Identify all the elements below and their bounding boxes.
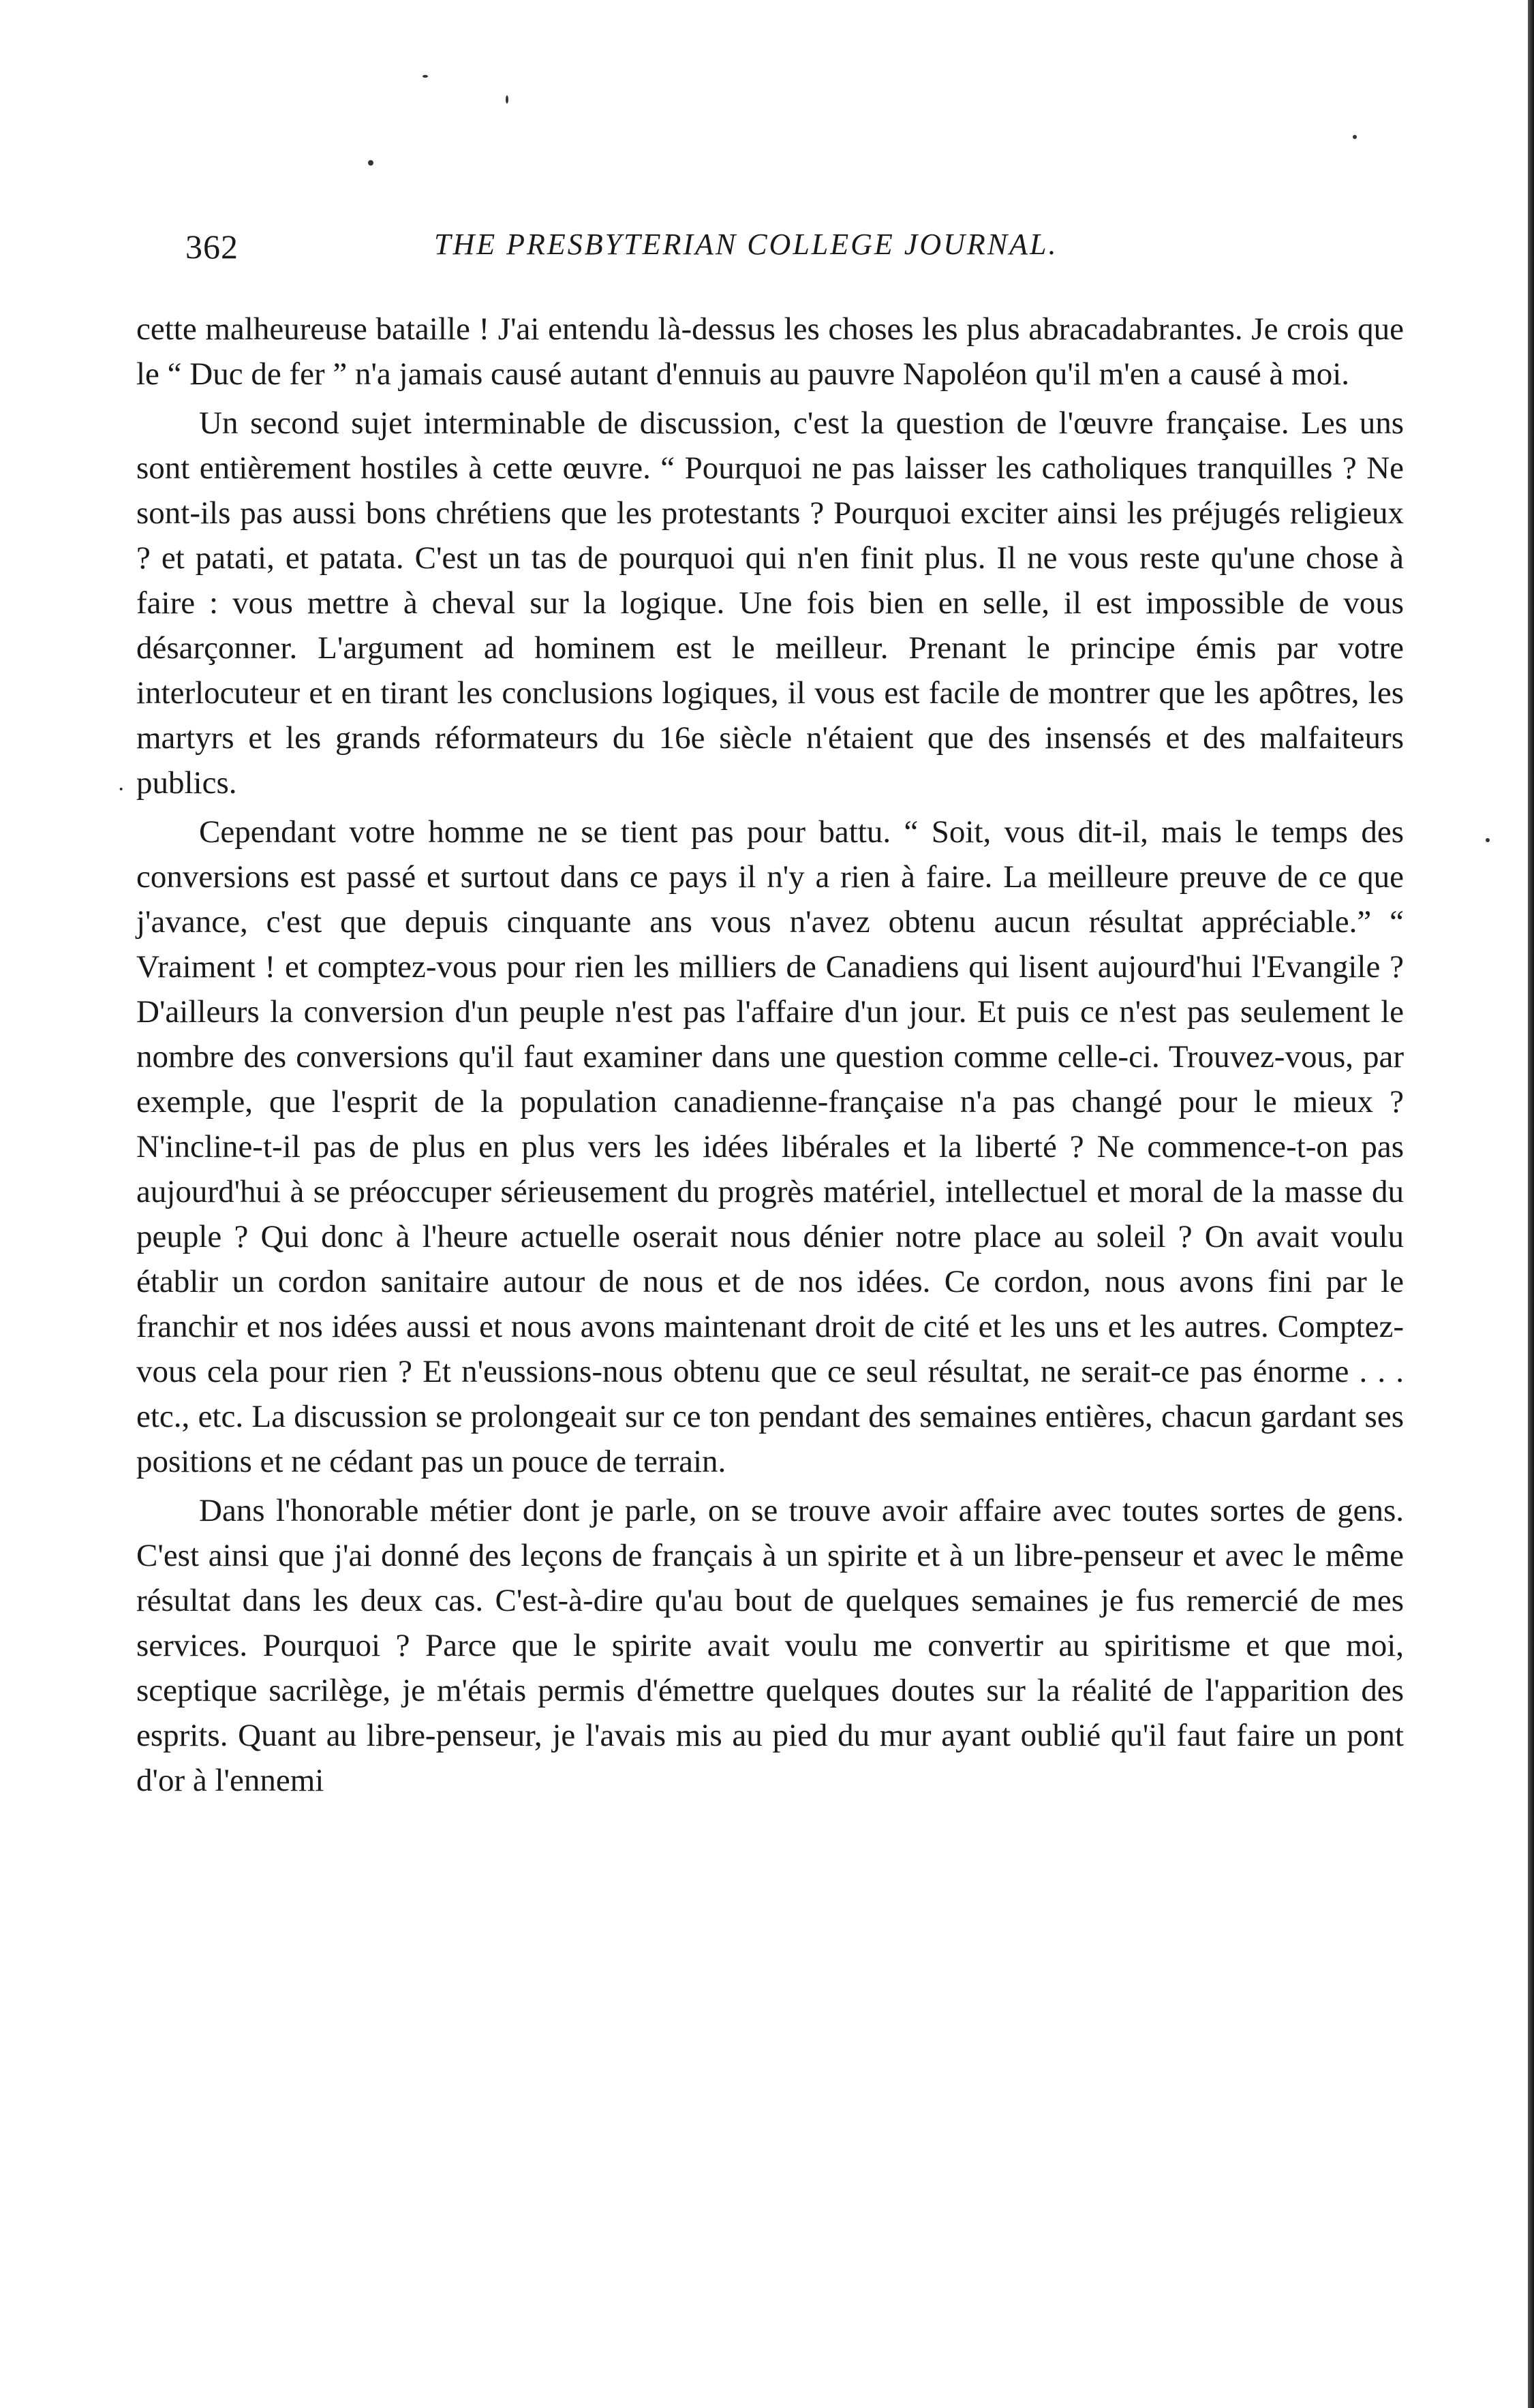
scan-speck xyxy=(1486,838,1490,842)
body-text xyxy=(136,307,1404,1807)
scan-speck xyxy=(506,95,508,104)
scan-speck xyxy=(1353,135,1357,139)
margin-mark: · xyxy=(117,777,125,802)
paragraph: Un second sujet interminable de discussion, c'est la question de l'œuvre française. Les uns sont entièrement hostiles à cette œuvre. “ Pourquoi ne pas laisser les catholiques tranquilles ? Ne sont-ils pas aussi bons chrétiens que les protestants ? Pourquoi exciter ainsi les préjugés religieux ? et patati, et patata. C'est un tas de pourquoi qui n'en finit plus. Il ne vous reste qu'une chose à faire : vous mettre à cheval sur la logique. Une fois bien en selle, il est impossible de vous désarçonner. L'argument ad hominem est le meilleur. Prenant le principe émis par votre interlocuteur et en tirant les conclusions logiques, il vous est facile de montrer que les apôtres, les martyrs et les grands réformateurs du 16e siècle n'étaient que des insensés et des malfaiteurs publics. xyxy=(136,405,1404,801)
paragraph: Dans l'honorable métier dont je parle, on se trouve avoir affaire avec toutes sortes de gens. C'est ainsi que j'ai donné des leçons de français à un spirite et à un libre-penseur et avec le même résultat dans les deux cas. C'est-à-dire qu'au bout de quelques semaines je fus remercié de mes services. Pourquoi ? Parce que le spirite avait voulu me convertir au spiritisme et que moi, sceptique sacrilège, je m'étais permis d'émettre quelques doutes sur la réalité de l'apparition des esprits. Quant au libre-penseur, je l'avais mis au pied du mur ayant oublié qu'il faut faire un pont d'or à l'ennemi xyxy=(136,1493,1404,1798)
paragraph: cette malheureuse bataille ! J'ai entendu là-dessus les choses les plus abracadabrantes. Je crois que le “ Duc de fer ” n'a jamais causé autant d'ennuis au pauvre Napoléon qu'il m'en a causé à moi. xyxy=(136,311,1404,392)
page-edge-shadow xyxy=(1528,0,1534,2408)
paragraph: Cependant votre homme ne se tient pas pour battu. “ Soit, vous dit-il, mais le temps des conversions est passé et surtout dans ce pays il n'y a rien à faire. La meilleure preuve de ce que j'avance, c'est que depuis cinquante ans vous n'avez obtenu aucun résultat appréciable.” “ Vraiment ! et comptez-vous pour rien les milliers de Canadiens qui lisent aujourd'hui l'Evangile ? D'ailleurs la conversion d'un peuple n'est pas l'affaire d'un jour. Et puis ce n'est pas seulement le nombre des conversions qu'il faut examiner dans une question comme celle-ci. Trouvez-vous, par exemple, que l'esprit de la population canadienne-française n'a pas changé pour le mieux ? N'incline-t-il pas de plus en plus vers les idées libérales et la liberté ? Ne commence-t-on pas aujourd'hui à se préoccuper sérieusement du progrès matériel, intellectuel et moral de la masse du peuple ? Qui donc à l'heure actuelle oserait nous dénier notre place au soleil ? On avait voulu établir un cordon sanitaire autour de nous et de nos idées. Ce cordon, nous avons fini par le franchir et nos idées aussi et nous avons maintenant droit de cité et les uns et les autres. Comptez-vous cela pour rien ? Et n'eussions-nous obtenu que ce seul résultat, ne serait-ce pas énorme . . . etc., etc. La discussion se prolongeait sur ce ton pendant des semaines entières, chacun gardant ses positions et ne cédant pas un pouce de terrain. xyxy=(136,814,1404,1479)
scan-speck xyxy=(423,75,428,78)
page-header xyxy=(185,227,1426,275)
scan-speck xyxy=(368,160,373,166)
running-title: THE PRESBYTERIAN COLLEGE JOURNAL. xyxy=(434,228,1058,261)
page-number: 362 xyxy=(185,228,239,266)
